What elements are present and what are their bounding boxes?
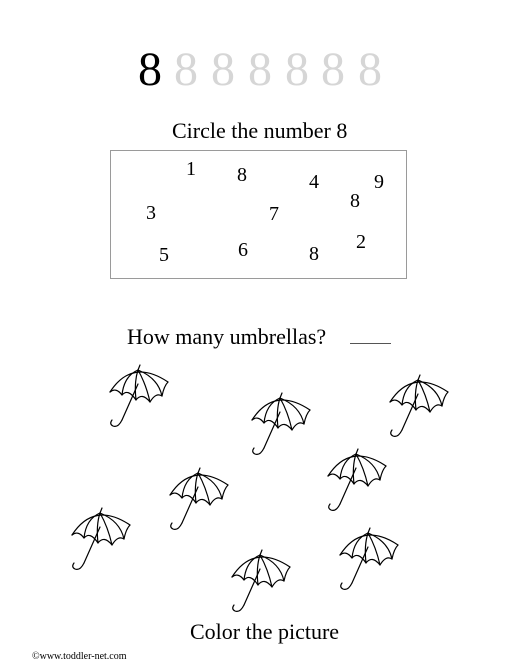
umbrella-icon — [66, 505, 136, 580]
umbrella-icon — [334, 525, 404, 600]
trace-digit-faded: 8 — [321, 43, 345, 96]
count-task-heading: How many umbrellas? — [127, 324, 327, 349]
copyright-text: ©www.toddler-net.com — [32, 651, 127, 662]
umbrella — [322, 446, 392, 521]
trace-digit-faded: 8 — [211, 43, 235, 96]
umbrella — [164, 465, 234, 540]
box-number[interactable]: 5 — [159, 244, 169, 266]
box-number[interactable]: 4 — [309, 171, 319, 193]
umbrella-icon — [226, 547, 296, 622]
umbrella — [226, 547, 296, 622]
box-number[interactable]: 8 — [350, 190, 360, 212]
umbrella-icon — [322, 446, 392, 521]
circle-task-heading: Circle the number 8 — [172, 118, 348, 143]
trace-row — [0, 40, 519, 100]
box-number[interactable]: 9 — [374, 171, 384, 193]
trace-digit-faded: 8 — [174, 43, 198, 96]
box-number[interactable]: 8 — [237, 164, 247, 186]
umbrella — [334, 525, 404, 600]
umbrella — [384, 372, 454, 447]
trace-digit-faded: 8 — [285, 43, 309, 96]
umbrella-icon — [384, 372, 454, 447]
box-number[interactable]: 2 — [356, 231, 366, 253]
box-number[interactable]: 8 — [309, 243, 319, 265]
umbrella-icon — [246, 390, 316, 465]
color-task-heading: Color the picture — [190, 619, 340, 644]
umbrella — [104, 362, 174, 437]
box-number[interactable]: 1 — [186, 158, 196, 180]
trace-digit-faded: 8 — [248, 43, 272, 96]
box-number[interactable]: 6 — [238, 239, 248, 261]
number-box — [110, 150, 407, 279]
trace-digit-faded: 8 — [358, 43, 382, 96]
box-number[interactable]: 3 — [146, 202, 156, 224]
box-number[interactable]: 7 — [269, 203, 279, 225]
umbrella-icon — [104, 362, 174, 437]
umbrella-icon — [164, 465, 234, 540]
trace-digit-solid: 8 — [138, 43, 162, 96]
answer-line[interactable] — [350, 343, 391, 344]
umbrella — [246, 390, 316, 465]
umbrella — [66, 505, 136, 580]
